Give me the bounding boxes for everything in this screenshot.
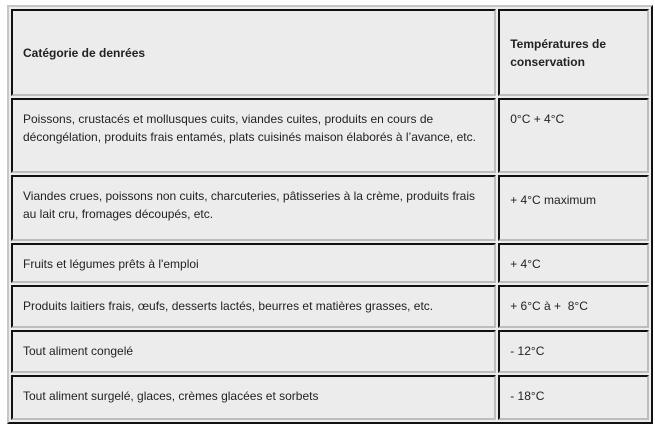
table-row — [11, 243, 649, 283]
category-cell: Poissons, crustacés et mollusques cuits, viandes cuites, produits en cours de décongélation, produits frais entamés, plats cuisinés maison élaborés à l’avance, etc. — [11, 98, 496, 173]
table-row — [11, 285, 649, 328]
category-cell: Fruits et légumes prêts à l'emploi — [11, 243, 496, 283]
header-temperature: Températures de conservation — [498, 9, 649, 96]
temperature-cell: - 18°C — [498, 375, 649, 420]
category-cell: Tout aliment surgelé, glaces, crèmes glacées et sorbets — [11, 375, 496, 420]
table-row — [11, 375, 649, 420]
conservation-temperature-table — [7, 5, 653, 424]
table-row — [11, 330, 649, 373]
temperature-cell: - 12°C — [498, 330, 649, 373]
category-cell: Viandes crues, poissons non cuits, charcuteries, pâtisseries à la crème, produits frais au lait cru, fromages découpés, etc. — [11, 175, 496, 241]
temperature-cell: + 6°C à + 8°C — [498, 285, 649, 328]
category-cell: Produits laitiers frais, œufs, desserts lactés, beurres et matières grasses, etc. — [11, 285, 496, 328]
table-row — [11, 175, 649, 241]
temperature-cell: + 4°C — [498, 243, 649, 283]
table-header-row — [11, 9, 649, 96]
table-row — [11, 98, 649, 173]
category-cell: Tout aliment congelé — [11, 330, 496, 373]
temperature-cell: + 4°C maximum — [498, 175, 649, 241]
temperature-cell: 0°C + 4°C — [498, 98, 649, 173]
header-category: Catégorie de denrées — [11, 9, 496, 96]
